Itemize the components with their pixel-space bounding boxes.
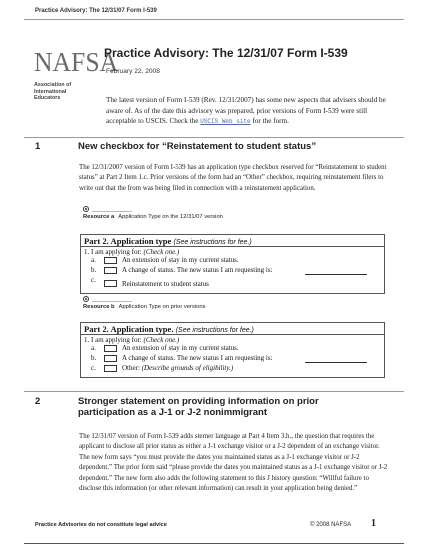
resource-a-caption: Resource a Application Type on the 12/31/07 version [83,214,223,220]
form-a-item-a: An extension of stay in my current status. [122,256,239,264]
footer-disclaimer: Practice Advisories do not constitute legal advice [35,522,167,528]
form-a-question: 1. I am applying for: (Check one.) [84,248,180,256]
form-b-part-heading: Part 2. Application type. (See instructions for fee.) [84,324,254,334]
checkbox-extension[interactable] [104,257,117,264]
section-1-rule [24,137,404,138]
running-header: Practice Advisory: The 12/31/07 Form I-539 [35,8,157,14]
resource-icon [83,296,89,302]
resource-b-rule [92,301,132,302]
section-1-number: 1 [35,141,41,152]
requested-status-blank[interactable] [305,274,367,275]
intro-paragraph: The latest version of Form I-539 (Rev. 12/31/2007) has some new aspects that advisers should be aware of. As of the date this advisory was prepared, prior versions of Form I-539 were still acceptable to USCIS. Check the USCIS Web site for the form. [106,96,386,125]
resource-a-rule [92,211,132,212]
checkbox-change-of-status[interactable] [104,355,117,362]
checkbox-other[interactable] [104,365,117,372]
uscis-web-site-link[interactable]: USCIS Web site [200,118,251,125]
footer-rule [24,543,404,544]
form-excerpt-b: Part 2. Application type. (See instructions for fee.) 1. I am applying for: (Check one.) a. An extension of stay in my current status. b. A change of status. The new status I am requesting is: c. Other: (Describe grounds of eligibility.) [80,322,385,378]
form-b-question: 1. I am applying for: (Check one.) [84,336,180,344]
section-1-title: New checkbox for “Reinstatement to student status” [78,141,317,152]
resource-b-caption: Resource b Application Type on prior versions [83,304,206,310]
logo-subtitle: Association of International Educators [34,82,72,101]
logo-word: NAFSA [34,47,119,77]
resource-icon [83,206,89,212]
section-2-rule [24,391,404,392]
form-b-item-a: An extension of stay in my current status. [122,344,239,352]
checkbox-extension[interactable] [104,345,117,352]
page-title: Practice Advisory: The 12/31/07 Form I-539 [104,46,348,60]
form-b-item-c: Other: (Describe grounds of eligibility.) [122,364,234,372]
section-2-title: Stronger statement on providing information on prior participation as a J-1 or J-2 nonimmigrant [78,396,319,418]
form-b-item-b: A change of status. The new status I am requesting is: [122,354,273,362]
footer-copyright: © 2008 NAFSA [310,522,352,528]
nafsa-logo [34,47,119,102]
form-a-part-heading: Part 2. Application type (See instructions for fee.) [84,236,252,246]
section-2-number: 2 [35,396,41,407]
page-number: 1 [371,518,376,529]
checkbox-reinstatement[interactable] [104,280,117,287]
form-excerpt-a: Part 2. Application type (See instructions for fee.) 1. I am applying for: (Check one.) a. An extension of stay in my current status. b. A change of status. The new status I am requesting is: c. Reinstatement to student status [80,234,385,294]
section-2-paragraph: The 12/31/07 version of Form I-539 adds sterner language at Part 4 Item 3.h., the question that requires the applicant to disclose all prior status as either a J-1 exchange visitor or a J-2 dependent of an exchange visitor. The new form says “you must provide the dates you maintained status as a J-1 exchange visitor or J-2 dependent.” The prior form said “please provide the dates you maintained status as a J-1 exchange visitor or J-2 dependent.” The new form also adds the following statement to this J history question: “Willful failure to disclose this information (or other relevant information) can result in your application being denied.” [79,433,388,493]
requested-status-blank[interactable] [305,362,367,363]
form-a-item-c: Reinstatement to student status [122,280,209,288]
advisory-date: February 22, 2008 [106,68,160,75]
checkbox-change-of-status[interactable] [104,267,117,274]
form-a-item-b: A change of status. The new status I am requesting is: [122,266,273,274]
section-1-paragraph: The 12/31/2007 version of Form I-539 has an application type checkbox reserved for “Reinstatement to student status” at Part 2 Item 1.c. Prior versions of the form had an “Other” checkbox, requiring reinstatement filers to write out that the from was being filed in connection with a reinstatement application. [79,164,387,192]
header-rule [24,19,404,20]
